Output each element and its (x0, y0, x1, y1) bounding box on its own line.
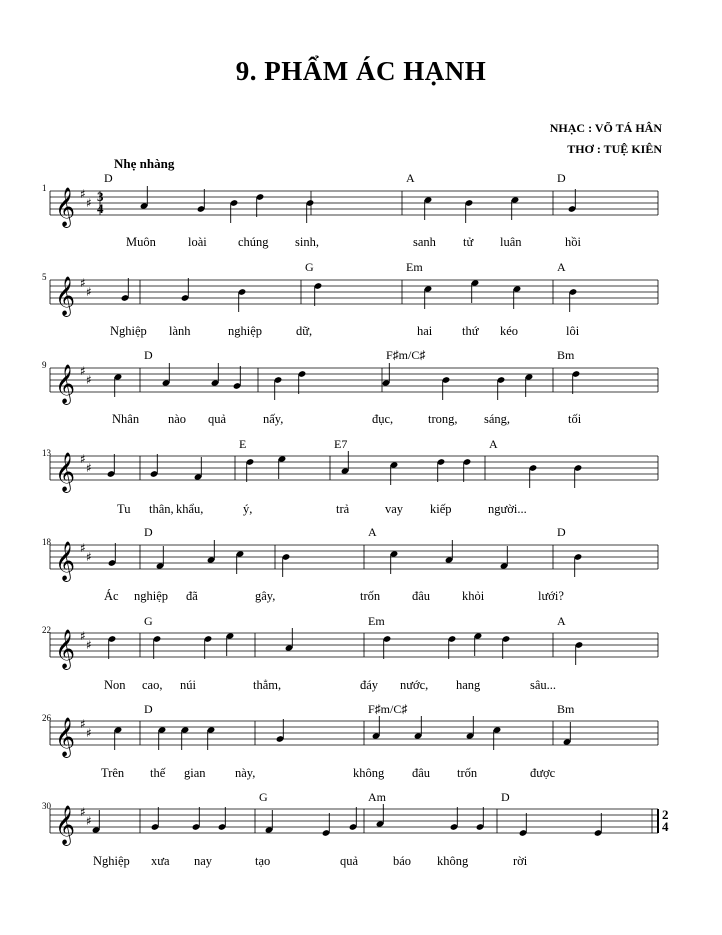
lyric-word: hai (417, 324, 433, 338)
tempo-marking: Nhẹ nhàng (114, 156, 175, 171)
time-signature: 4 (97, 201, 104, 216)
time-signature: 4 (662, 819, 669, 834)
chord-symbol: F♯m/C♯ (386, 348, 426, 362)
lyric-word: nghiệp (228, 324, 263, 338)
measure-number: 5 (42, 272, 47, 282)
lyric-word: báo (393, 854, 412, 868)
lyric-word: quả (208, 412, 227, 426)
chord-symbol: G (305, 260, 314, 274)
lyric-word: sáng, (484, 412, 511, 426)
lyric-word: xưa (151, 854, 170, 868)
sharp-icon: ♯ (80, 805, 86, 819)
lyric-word: không (437, 854, 469, 868)
measure-number: 22 (42, 625, 51, 635)
lyric-word: tử (463, 235, 474, 249)
lyric-word: lưới? (538, 589, 564, 603)
chord-symbol: Em (368, 614, 385, 628)
lyric-word: loài (188, 235, 207, 249)
chord-symbol: G (259, 790, 268, 804)
lyric-word: Ác (104, 589, 119, 603)
measure-number: 30 (42, 801, 51, 811)
lyric-word: tạo (255, 854, 271, 868)
time-signature: 3 (97, 189, 104, 204)
lyric-word: trốn (360, 589, 381, 603)
chord-symbol: D (501, 790, 510, 804)
chord-symbol: F♯m/C♯ (368, 702, 408, 716)
lyric-word: ý, (243, 502, 253, 516)
lyric-word: chúng (238, 235, 269, 249)
lyric-word: nước, (400, 678, 429, 692)
treble-clef-icon: 𝄞 (55, 364, 76, 404)
chord-symbol: D (557, 525, 566, 539)
lyric-word: đâu (412, 589, 431, 603)
treble-clef-icon: 𝄞 (55, 541, 76, 581)
chord-symbol: D (144, 525, 153, 539)
treble-clef-icon: 𝄞 (55, 805, 76, 845)
chord-symbol: D (557, 171, 566, 185)
sharp-icon: ♯ (80, 629, 86, 643)
lyric-word: kéo (500, 324, 519, 338)
chord-symbol: A (368, 525, 377, 539)
lyric-word: Muôn (126, 235, 156, 249)
lyric-word: kiếp (430, 502, 452, 516)
lyric-word: lành (169, 324, 191, 338)
chord-symbol: A (557, 614, 566, 628)
sharp-icon: ♯ (86, 373, 92, 387)
sharp-icon: ♯ (80, 541, 86, 555)
lyric-word: trốn (457, 766, 478, 780)
sharp-icon: ♯ (80, 276, 86, 290)
lyric-word: nào (168, 412, 187, 426)
lyric-word: này, (235, 766, 256, 780)
treble-clef-icon: 𝄞 (55, 187, 76, 227)
lyric-word: Nghiệp (110, 324, 147, 338)
sharp-icon: ♯ (86, 814, 92, 828)
lyric-word: trong, (428, 412, 458, 426)
sharp-icon: ♯ (80, 187, 86, 201)
lyric-word: núi (180, 678, 196, 692)
lyric-word: đáy (360, 678, 379, 692)
sharp-icon: ♯ (86, 285, 92, 299)
lyric-word: khỏi (462, 589, 485, 603)
chord-symbol: Bm (557, 702, 575, 716)
lyric-word: Tu (117, 502, 131, 516)
measure-number: 26 (42, 713, 51, 723)
measure-number: 1 (42, 183, 47, 193)
lyric-word: luân (500, 235, 522, 249)
lyric-word: thứ (462, 324, 479, 338)
chord-symbol: E (239, 437, 247, 451)
chord-symbol: A (489, 437, 498, 451)
sharp-icon: ♯ (86, 461, 92, 475)
lyric-word: dữ, (296, 324, 313, 338)
lyric-word: hang (456, 678, 481, 692)
lyric-word: không (353, 766, 385, 780)
lyric-word: gây, (255, 589, 276, 603)
chord-symbol: E7 (334, 437, 348, 451)
chord-symbol: G (144, 614, 153, 628)
lyric-word: nghiệp (134, 589, 169, 603)
lyric-word: Trên (101, 766, 125, 780)
lyric-word: thân, (149, 502, 174, 516)
chord-symbol: Am (368, 790, 386, 804)
lyric-word: đâu (412, 766, 431, 780)
lyric-word: gian (184, 766, 206, 780)
sharp-icon: ♯ (86, 550, 92, 564)
sharp-icon: ♯ (80, 364, 86, 378)
chord-symbol: Bm (557, 348, 575, 362)
time-signature: 2 (662, 807, 669, 822)
chord-symbol: A (406, 171, 415, 185)
lyric-word: quả (340, 854, 359, 868)
lyric-word: rời (513, 854, 528, 868)
lyric-word: đục, (372, 412, 394, 426)
music-credit: NHẠC : VÕ TÁ HÂN (549, 121, 662, 135)
chord-symbol: D (144, 348, 153, 362)
lyric-word: cao, (142, 678, 163, 692)
measure-number: 18 (42, 537, 51, 547)
lyric-word: sâu... (530, 678, 557, 692)
measure-number: 9 (42, 360, 47, 370)
lyrics-credit: THƠ : TUỆ KIÊN (567, 142, 662, 156)
sharp-icon: ♯ (86, 726, 92, 740)
lyric-word: thẳm, (253, 678, 282, 692)
lyric-word: thế (150, 766, 166, 780)
measure-number: 13 (42, 448, 51, 458)
lyric-word: người... (488, 502, 527, 516)
sharp-icon: ♯ (80, 717, 86, 731)
lyric-word: tối (568, 412, 582, 426)
lyric-word: Non (104, 678, 126, 692)
chord-symbol: D (104, 171, 113, 185)
treble-clef-icon: 𝄞 (55, 276, 76, 316)
song-title: 9. PHẨM ÁC HẠNH (235, 56, 487, 86)
lyric-word: nay (194, 854, 213, 868)
lyric-word: khẩu, (176, 502, 204, 516)
chord-symbol: A (557, 260, 566, 274)
lyric-word: Nhân (112, 412, 140, 426)
chord-symbol: D (144, 702, 153, 716)
lyric-word: sinh, (295, 235, 319, 249)
lyric-word: nấy, (263, 412, 284, 426)
lyric-word: hồi (565, 235, 581, 249)
lyric-word: lôi (566, 324, 580, 338)
lyric-word: Nghiệp (93, 854, 130, 868)
lyric-word: đã (186, 589, 198, 603)
treble-clef-icon: 𝄞 (55, 717, 76, 757)
sharp-icon: ♯ (86, 196, 92, 210)
lyric-word: được (530, 766, 556, 780)
treble-clef-icon: 𝄞 (55, 629, 76, 669)
treble-clef-icon: 𝄞 (55, 452, 76, 492)
chord-symbol: Em (406, 260, 423, 274)
lyric-word: vay (385, 502, 404, 516)
sharp-icon: ♯ (80, 452, 86, 466)
lyric-word: trả (336, 502, 350, 516)
lyric-word: sanh (413, 235, 436, 249)
sharp-icon: ♯ (86, 638, 92, 652)
